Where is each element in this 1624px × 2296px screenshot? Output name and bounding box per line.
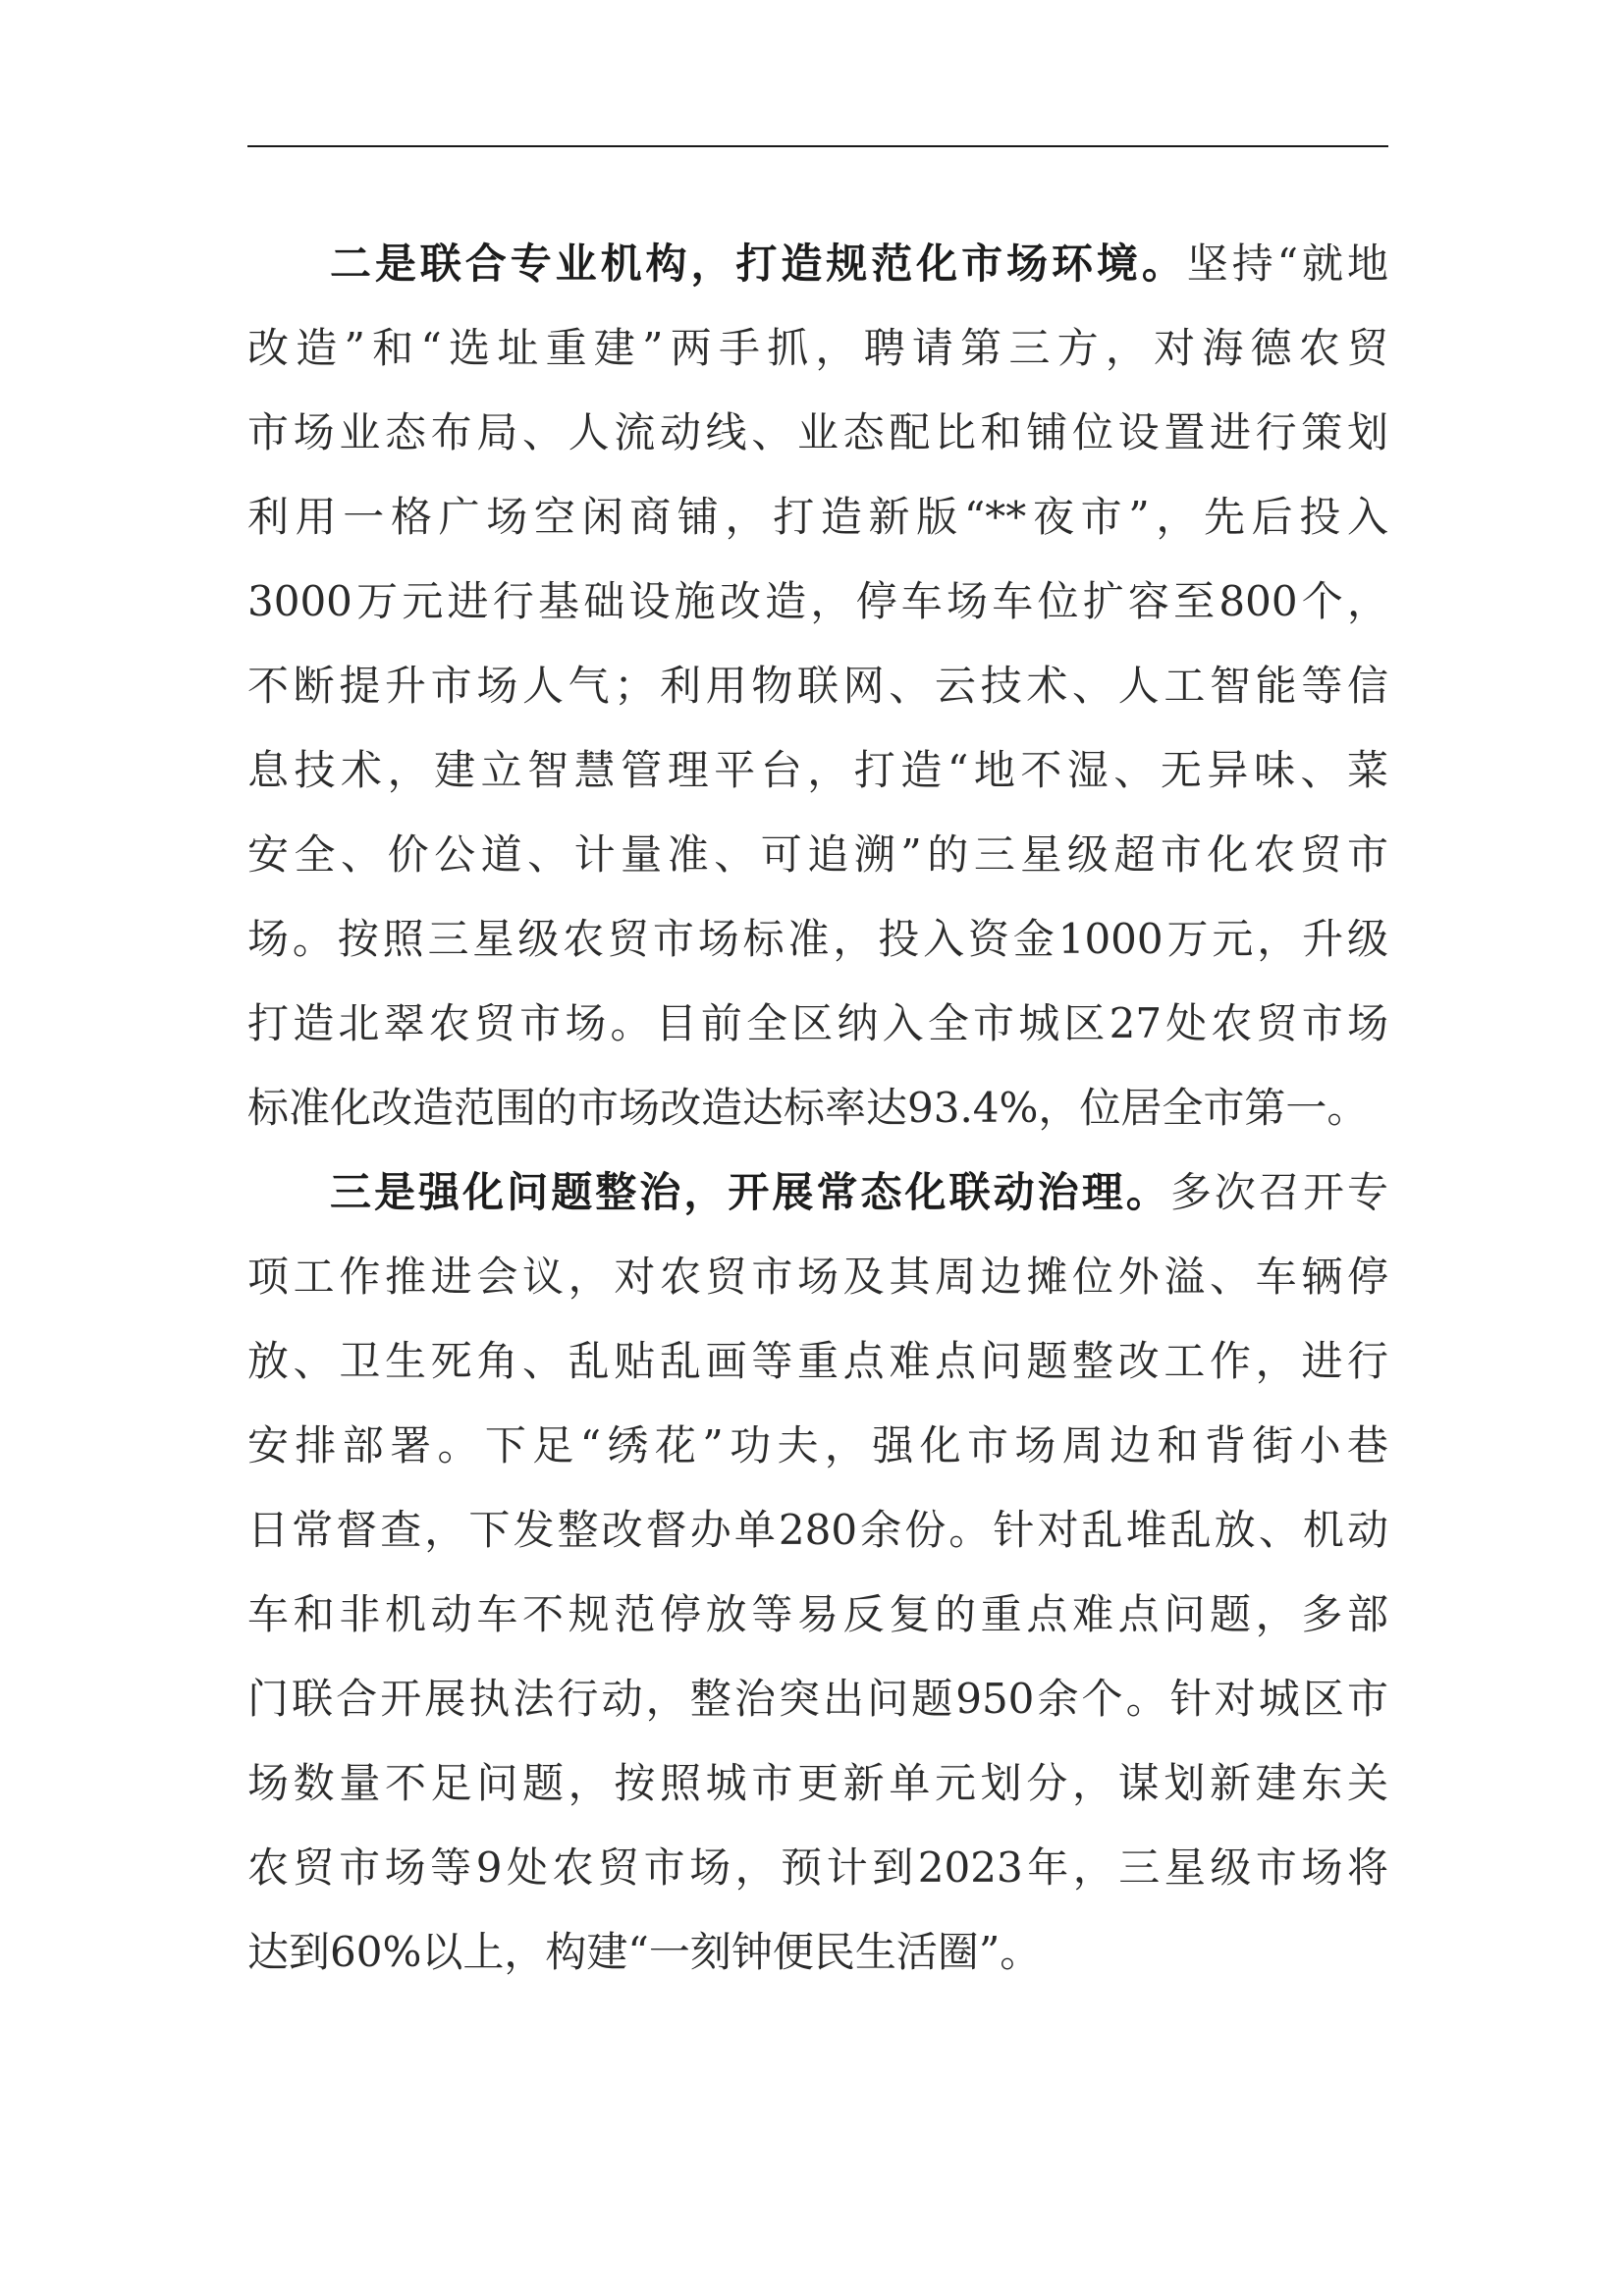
paragraph-line: 安排部署。下足“绣花”功夫，强化市场周边和背街小巷 [247,1421,1388,1469]
paragraph-line: 利用一格广场空闲商铺，打造新版“**夜市”，先后投入 [247,493,1388,541]
paragraph-line: 市场业态布局、人流动线、业态配比和铺位设置进行策划 [247,408,1388,456]
paragraph-line: 场数量不足问题，按照城市更新单元划分，谋划新建东关 [247,1759,1388,1807]
paragraph-line [247,1150,1388,1235]
paragraph-line: 项工作推进会议，对农贸市场及其周边摊位外溢、车辆停 [247,1253,1388,1301]
paragraph-line: 打造北翠农贸市场。目前全区纳入全市城区27处农贸市场 [247,999,1388,1047]
paragraph-line: 门联合开展执法行动，整治突出问题950余个。针对城区市 [247,1675,1388,1723]
paragraph-2 [247,1150,1388,1995]
paragraph-text: 多次召开专 [1169,1168,1388,1216]
paragraph-line: 标准化改造范围的市场改造达标率达93.4%，位居全市第一。 [247,1084,1369,1132]
paragraph-line: 不断提升市场人气；利用物联网、云技术、人工智能等信 [247,662,1388,710]
paragraph-text: 坚持“就地 [1186,240,1388,288]
document-body [247,222,1388,1995]
paragraph-line: 改造”和“选址重建”两手抓，聘请第三方，对海德农贸 [247,324,1388,372]
paragraph-line: 日常督查，下发整改督办单280余份。针对乱堆乱放、机动 [247,1506,1388,1554]
paragraph-line: 3000万元进行基础设施改造，停车场车位扩容至800个， [247,577,1388,625]
paragraph-lead-heading: 二是联合专业机构，打造规范化市场环境。 [330,240,1187,288]
paragraph-line: 农贸市场等9处农贸市场，预计到2023年，三星级市场将 [247,1843,1388,1892]
paragraph-line: 放、卫生死角、乱贴乱画等重点难点问题整改工作，进行 [247,1337,1388,1385]
paragraph-1 [247,222,1388,1150]
paragraph-line: 达到60%以上，构建“一刻钟便民生活圈”。 [247,1928,1042,1976]
paragraph-line: 场。按照三星级农贸市场标准，投入资金1000万元，升级 [247,915,1388,963]
paragraph-line: 安全、价公道、计量准、可追溯”的三星级超市化农贸市 [247,830,1388,879]
paragraph-lead-heading: 三是强化问题整治，开展常态化联动治理。 [330,1168,1170,1216]
paragraph-line: 车和非机动车不规范停放等易反复的重点难点问题，多部 [247,1590,1388,1638]
header-rule [247,145,1388,147]
paragraph-line [247,222,1388,306]
paragraph-line: 息技术，建立智慧管理平台，打造“地不湿、无异味、菜 [247,746,1388,794]
